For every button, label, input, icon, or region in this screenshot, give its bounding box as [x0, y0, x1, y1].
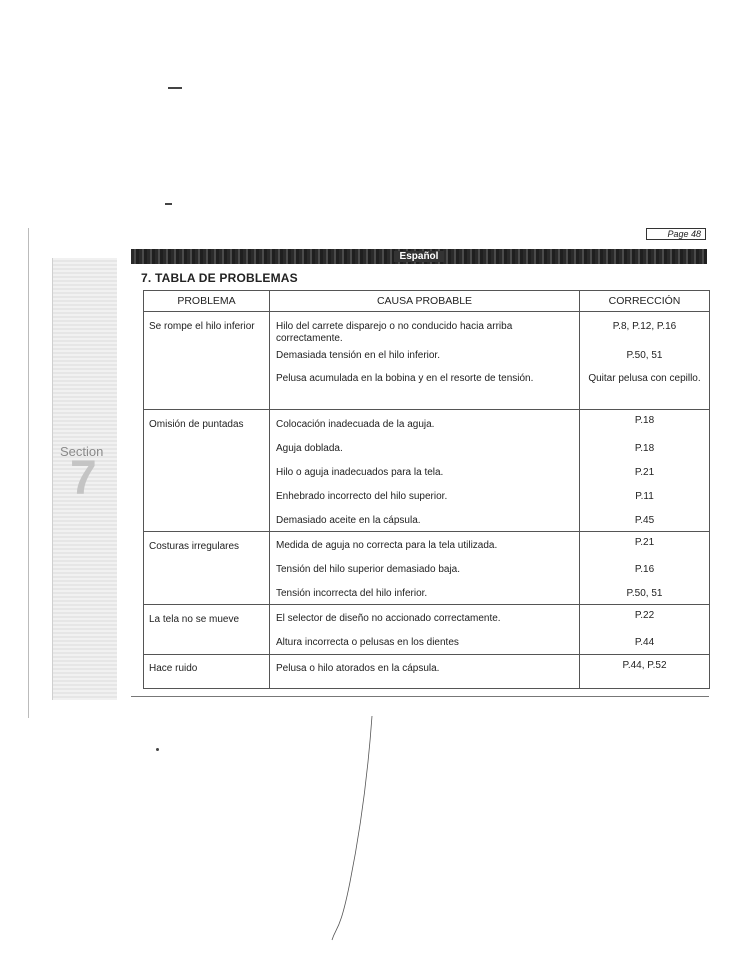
cause-text: Colocación inadecuada de la aguja. — [276, 419, 435, 430]
cause-text: El selector de diseño no accionado correctamente. — [276, 613, 501, 624]
correction-text: P.16 — [634, 564, 655, 575]
section-number: 7 — [70, 452, 97, 505]
header-correction: CORRECCIÓN — [580, 291, 710, 312]
cause-cell — [270, 655, 580, 689]
cause-text: Aguja doblada. — [276, 443, 343, 454]
problem-text: Costuras irregulares — [149, 541, 240, 552]
correction-cell — [580, 605, 710, 655]
correction-text: P.18 — [634, 415, 655, 426]
correction-text: P.50, 51 — [626, 588, 663, 599]
language-label: Español — [394, 251, 445, 262]
cause-text: Hilo del carrete disparejo o no conducido hacia arriba correctamente. — [276, 321, 513, 344]
cause-cell — [270, 605, 580, 655]
correction-text: P.50, 51 — [626, 350, 663, 361]
cause-text: Enhebrado incorrecto del hilo superior. — [276, 491, 448, 502]
correction-text: P.44, P.52 — [622, 660, 667, 671]
table-row — [144, 655, 710, 689]
cause-cell — [270, 410, 580, 532]
correction-text: P.45 — [634, 515, 655, 526]
scan-stroke — [320, 712, 380, 944]
correction-text: P.18 — [634, 443, 655, 454]
problem-cell — [144, 605, 270, 655]
correction-cell — [580, 532, 710, 605]
scan-speck — [156, 748, 159, 751]
correction-text: P.44 — [634, 637, 655, 648]
cause-text: Tensión incorrecta del hilo inferior. — [276, 588, 428, 599]
cause-cell — [270, 532, 580, 605]
scan-speck — [168, 87, 182, 89]
correction-cell — [580, 410, 710, 532]
correction-text: Quitar pelusa con cepillo. — [588, 373, 701, 384]
correction-cell — [580, 312, 710, 410]
problem-cell — [144, 655, 270, 689]
problem-cell — [144, 532, 270, 605]
problem-text: Hace ruido — [149, 663, 198, 674]
cause-text: Demasiada tensión en el hilo inferior. — [276, 350, 440, 361]
correction-cell — [580, 655, 710, 689]
section-label: Section — [60, 444, 104, 459]
correction-text: P.21 — [634, 467, 655, 478]
cause-text: Altura incorrecta o pelusas en los dientes — [276, 637, 459, 648]
correction-text: P.8, P.12, P.16 — [612, 321, 677, 332]
page-title: 7. TABLA DE PROBLEMAS — [141, 271, 298, 285]
header-problem: PROBLEMA — [144, 291, 270, 312]
problem-text: Omisión de puntadas — [149, 419, 244, 430]
troubleshooting-table — [143, 290, 710, 689]
scan-margin-line — [28, 228, 29, 718]
cause-text: Hilo o aguja inadecuados para la tela. — [276, 467, 444, 478]
problem-text: Se rompe el hilo inferior — [149, 321, 255, 332]
table-row — [144, 410, 710, 532]
table-row — [144, 532, 710, 605]
cause-text: Pelusa o hilo atorados en la cápsula. — [276, 663, 440, 674]
table-row — [144, 605, 710, 655]
scan-speck — [165, 203, 172, 205]
page-number: Page 48 — [646, 228, 706, 240]
bottom-divider — [131, 696, 709, 697]
correction-text: P.21 — [634, 537, 655, 548]
cause-cell — [270, 312, 580, 410]
table-header-row — [144, 291, 710, 312]
correction-text: P.11 — [635, 491, 654, 502]
problem-text: La tela no se mueve — [149, 614, 240, 625]
correction-text: P.22 — [634, 610, 655, 621]
problem-cell — [144, 312, 270, 410]
table-row — [144, 312, 710, 410]
cause-text: Medida de aguja no correcta para la tela utilizada. — [276, 540, 498, 551]
problem-cell — [144, 410, 270, 532]
cause-text: Tensión del hilo superior demasiado baja. — [276, 564, 461, 575]
cause-text: Demasiado aceite en la cápsula. — [276, 515, 421, 526]
cause-text: Pelusa acumulada en la bobina y en el resorte de tensión. — [276, 373, 534, 384]
language-bar — [131, 249, 707, 264]
header-cause: CAUSA PROBABLE — [270, 291, 580, 312]
